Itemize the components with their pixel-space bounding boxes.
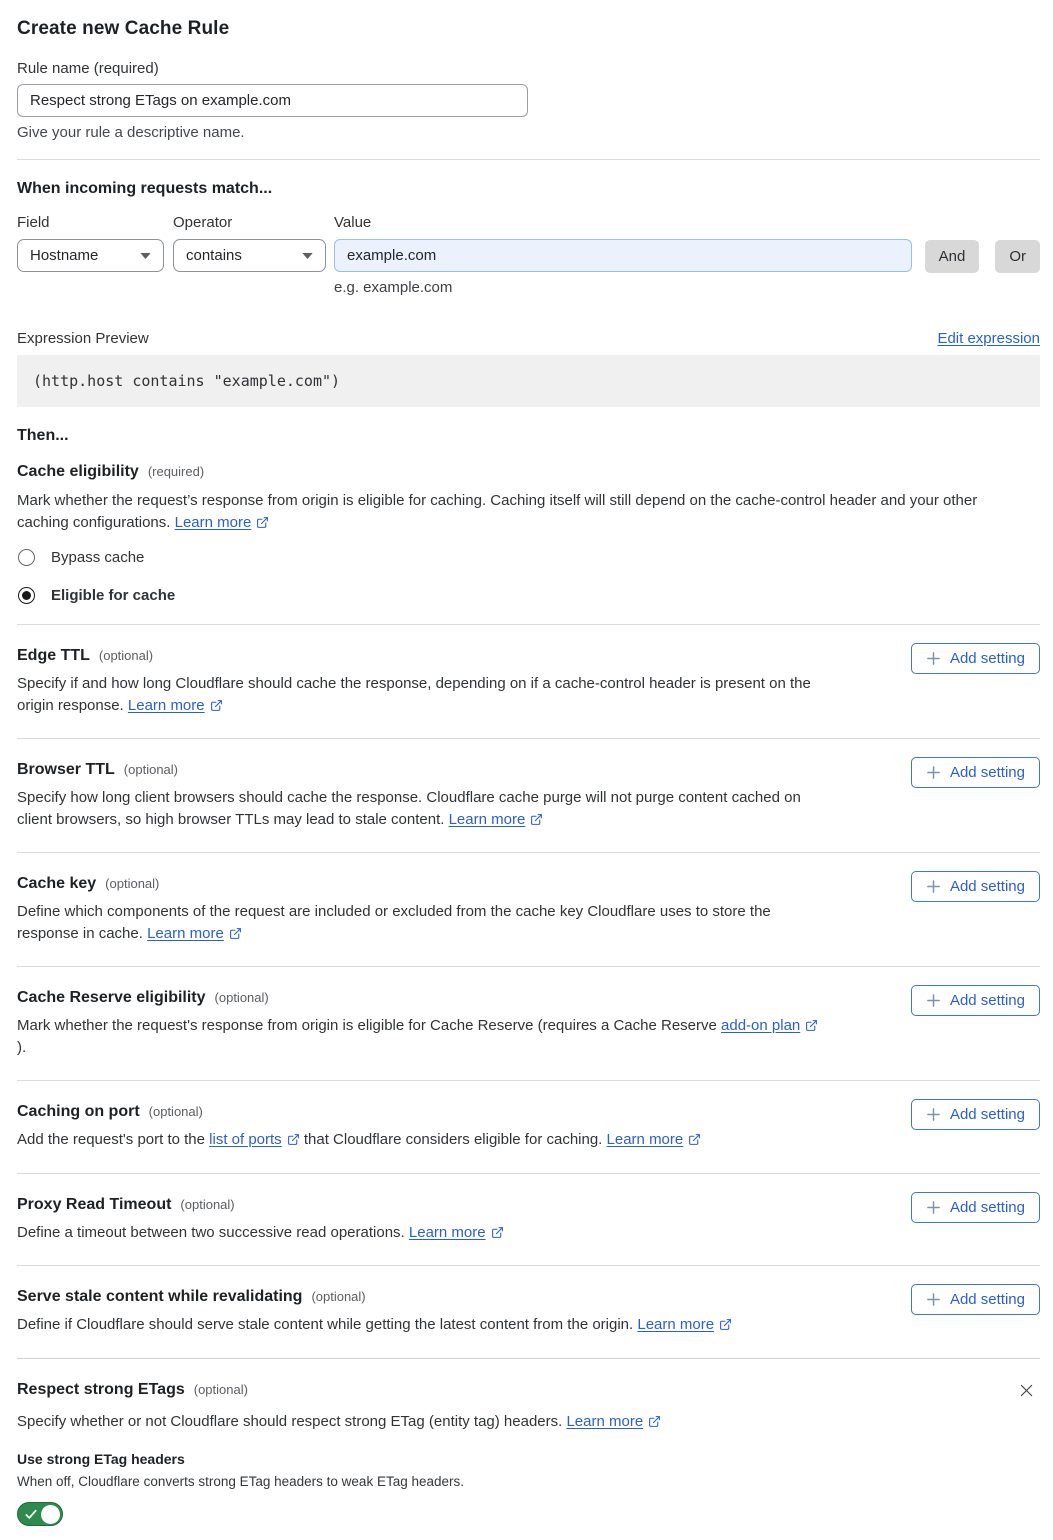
description-text: Specify whether or not Cloudflare should respect strong ETag (entity tag) headers. bbox=[17, 1412, 567, 1430]
add-setting-label: Add setting bbox=[949, 1106, 1025, 1123]
description-link[interactable] bbox=[721, 1017, 818, 1034]
expression-preview-row bbox=[17, 330, 1040, 347]
close-icon[interactable] bbox=[1015, 1381, 1038, 1403]
link-label: Learn more bbox=[448, 810, 526, 828]
plus-icon bbox=[926, 651, 941, 666]
plus-icon bbox=[926, 1200, 941, 1215]
setting-section bbox=[17, 1265, 1040, 1358]
expression-preview-code: (http.host contains "example.com") bbox=[17, 355, 1040, 407]
description-text: Specify how long client browsers should cache the response. Cloudflare cache purge will not purge content cached on client browsers, so high browser TTLs may lead to stale content. bbox=[17, 789, 801, 828]
etags-description bbox=[17, 1411, 1040, 1433]
operator-label: Operator bbox=[173, 214, 233, 231]
setting-optional-badge: (optional) bbox=[98, 648, 154, 663]
setting-optional-badge: (optional) bbox=[105, 876, 160, 891]
add-setting-button[interactable] bbox=[911, 985, 1040, 1016]
add-setting-button[interactable] bbox=[911, 1099, 1040, 1130]
setting-description bbox=[17, 1015, 1040, 1058]
external-link-icon bbox=[229, 927, 242, 940]
description-text: Mark whether the request's response from origin is eligible for Cache Reserve (requires a Cache Reserve bbox=[17, 1017, 722, 1034]
description-text: Add the request's port to the bbox=[17, 1131, 210, 1148]
optional-settings-list bbox=[17, 624, 1040, 1358]
external-link-icon bbox=[287, 1133, 300, 1146]
radio-eligible-for-cache[interactable] bbox=[17, 587, 1040, 604]
radio-label: Eligible for cache bbox=[51, 587, 176, 604]
setting-section bbox=[17, 1080, 1040, 1173]
or-button[interactable]: Or bbox=[995, 240, 1040, 273]
description-link[interactable] bbox=[409, 1224, 504, 1241]
setting-title: Cache Reserve eligibility bbox=[17, 989, 206, 1006]
plus-icon bbox=[926, 1292, 941, 1307]
setting-title: Browser TTL bbox=[17, 761, 115, 778]
external-link-icon bbox=[210, 699, 223, 712]
description-link[interactable] bbox=[637, 1316, 732, 1333]
external-link-icon bbox=[805, 1019, 818, 1032]
learn-more-label: Learn more bbox=[174, 513, 252, 531]
field-label: Field bbox=[17, 214, 50, 231]
strong-etag-toggle[interactable] bbox=[17, 1502, 63, 1526]
external-link-icon bbox=[719, 1318, 732, 1331]
cache-eligibility-learn-more-link[interactable] bbox=[175, 514, 270, 531]
external-link-icon bbox=[256, 516, 269, 529]
setting-description bbox=[17, 673, 1040, 716]
description-link[interactable] bbox=[449, 811, 544, 828]
cache-eligibility-title: Cache eligibility bbox=[17, 463, 139, 480]
add-setting-label: Add setting bbox=[949, 878, 1025, 895]
link-label: Learn more bbox=[408, 1223, 486, 1241]
divider bbox=[17, 159, 1040, 160]
etags-title: Respect strong ETags bbox=[17, 1380, 185, 1398]
plus-icon bbox=[926, 765, 941, 780]
plus-icon bbox=[926, 879, 941, 894]
description-text: Define if Cloudflare should serve stale content while getting the latest content from the origin. bbox=[17, 1316, 638, 1333]
external-link-icon bbox=[648, 1415, 661, 1428]
add-setting-label: Add setting bbox=[949, 1291, 1025, 1308]
external-link-icon bbox=[491, 1226, 504, 1239]
add-setting-label: Add setting bbox=[949, 650, 1025, 667]
setting-title: Serve stale content while revalidating bbox=[17, 1288, 303, 1305]
learn-more-label: Learn more bbox=[566, 1412, 644, 1430]
setting-description bbox=[17, 901, 1040, 944]
setting-description bbox=[17, 1222, 1040, 1244]
link-label: Learn more bbox=[606, 1131, 684, 1148]
use-strong-etag-headers-label: Use strong ETag headers bbox=[17, 1451, 185, 1467]
description-link[interactable] bbox=[128, 697, 223, 714]
chevron-down-icon bbox=[302, 253, 313, 259]
setting-optional-badge: (optional) bbox=[148, 1104, 203, 1119]
radio-label: Bypass cache bbox=[51, 549, 145, 566]
match-heading: When incoming requests match... bbox=[17, 180, 273, 197]
link-label: Learn more bbox=[637, 1316, 715, 1333]
link-label: Learn more bbox=[147, 924, 224, 942]
setting-optional-badge: (optional) bbox=[180, 1196, 235, 1212]
setting-optional-badge: (optional) bbox=[214, 990, 269, 1005]
cache-eligibility-options bbox=[17, 549, 1040, 604]
plus-icon bbox=[926, 1107, 941, 1122]
description-text: ). bbox=[17, 1038, 27, 1056]
setting-title: Caching on port bbox=[17, 1103, 140, 1120]
and-button[interactable]: And bbox=[925, 240, 980, 273]
rule-name-input[interactable] bbox=[17, 84, 528, 117]
description-text: Specify if and how long Cloudflare should cache the response, depending on if a cache-control header is present on the origin response. bbox=[17, 675, 811, 714]
setting-title: Cache key bbox=[17, 875, 97, 892]
setting-optional-badge: (optional) bbox=[311, 1289, 366, 1304]
value-hint: e.g. example.com bbox=[334, 279, 453, 296]
setting-description bbox=[17, 1129, 1040, 1151]
description-link[interactable] bbox=[607, 1131, 702, 1148]
toggle-knob bbox=[41, 1505, 60, 1524]
description-link[interactable] bbox=[147, 925, 242, 942]
add-setting-label: Add setting bbox=[949, 992, 1025, 1009]
setting-section bbox=[17, 966, 1040, 1080]
setting-section bbox=[17, 1173, 1040, 1266]
respect-strong-etags-section bbox=[17, 1358, 1040, 1527]
operator-select[interactable] bbox=[173, 239, 326, 272]
expression-preview-label: Expression Preview bbox=[17, 330, 149, 347]
description-link[interactable] bbox=[209, 1131, 300, 1148]
value-label: Value bbox=[334, 214, 372, 231]
add-setting-label: Add setting bbox=[949, 1198, 1025, 1216]
radio-bypass-cache[interactable] bbox=[17, 549, 1040, 566]
link-label: list of ports bbox=[209, 1131, 282, 1148]
cache-eligibility-required-badge: (required) bbox=[147, 464, 205, 479]
rule-name-help: Give your rule a descriptive name. bbox=[17, 124, 245, 141]
setting-section bbox=[17, 738, 1040, 852]
description-text: Mark whether the request’s response from origin is eligible for caching. Caching itself will still depend on the cache-control header and your other caching configurations. bbox=[17, 492, 978, 531]
setting-optional-badge: (optional) bbox=[123, 762, 178, 777]
setting-title: Proxy Read Timeout bbox=[17, 1195, 172, 1213]
description-text: Define a timeout between two successive read operations. bbox=[17, 1223, 409, 1241]
match-value-input[interactable] bbox=[334, 239, 912, 272]
setting-section bbox=[17, 624, 1040, 738]
add-setting-label: Add setting bbox=[949, 764, 1025, 781]
description-text: that Cloudflare considers eligible for caching. bbox=[299, 1131, 607, 1148]
then-heading: Then... bbox=[17, 427, 69, 444]
cache-eligibility-description bbox=[17, 490, 1029, 533]
link-label: Learn more bbox=[127, 696, 205, 714]
etags-optional-badge: (optional) bbox=[193, 1381, 248, 1397]
field-select[interactable] bbox=[17, 239, 164, 272]
add-setting-button[interactable] bbox=[911, 643, 1040, 674]
add-setting-button[interactable] bbox=[911, 757, 1040, 788]
link-label: add-on plan bbox=[721, 1017, 801, 1034]
edit-expression-link[interactable]: Edit expression bbox=[937, 330, 1040, 347]
match-criteria-row bbox=[17, 214, 1040, 296]
etags-toggle-description: When off, Cloudflare converts strong ETag headers to weak ETag headers. bbox=[17, 1474, 465, 1489]
setting-title: Edge TTL bbox=[17, 647, 90, 664]
add-setting-button[interactable] bbox=[911, 1284, 1040, 1315]
chevron-down-icon bbox=[140, 253, 151, 259]
setting-description bbox=[17, 787, 1040, 830]
add-setting-button[interactable] bbox=[911, 1192, 1040, 1223]
external-link-icon bbox=[530, 813, 543, 826]
rule-name-field-group bbox=[17, 60, 1040, 141]
external-link-icon bbox=[688, 1133, 701, 1146]
radio-icon bbox=[18, 587, 35, 604]
etags-learn-more-link[interactable] bbox=[566, 1413, 661, 1430]
plus-icon bbox=[926, 993, 941, 1008]
setting-description bbox=[17, 1314, 1040, 1336]
description-text: Define which components of the request are included or excluded from the cache key Cloudflare uses to store the response in cache. bbox=[17, 903, 771, 942]
check-icon bbox=[25, 1509, 37, 1520]
cache-eligibility-section bbox=[17, 463, 1040, 604]
radio-icon bbox=[18, 549, 35, 566]
setting-section bbox=[17, 852, 1040, 966]
rule-name-label: Rule name (required) bbox=[17, 60, 159, 77]
operator-select-value: contains bbox=[186, 247, 242, 264]
page-title: Create new Cache Rule bbox=[17, 18, 230, 39]
add-setting-button[interactable] bbox=[911, 871, 1040, 902]
field-select-value: Hostname bbox=[30, 247, 99, 264]
